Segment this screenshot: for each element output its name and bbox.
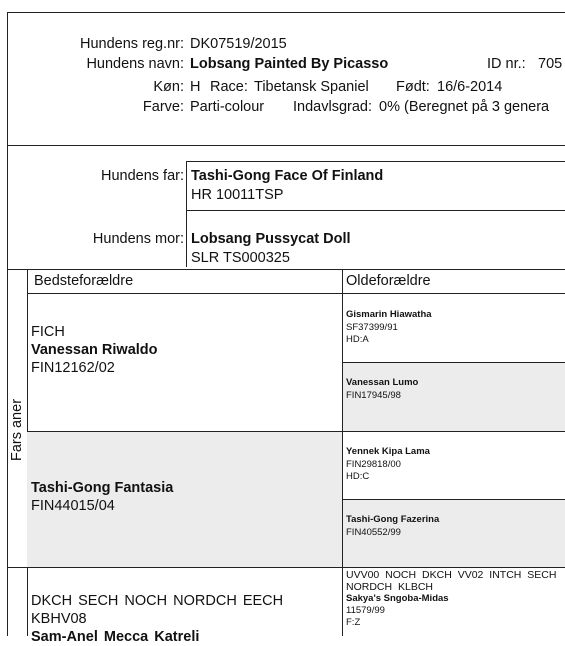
mother-reg: SLR TS000325 — [191, 250, 290, 266]
greatgrandparent-5-title2: NORDCH KLBCH — [346, 581, 434, 593]
grandparent-1 — [31, 323, 158, 377]
greatgrandparent-3-name: Yennek Kipa Lama — [346, 446, 430, 457]
born-label: Født: — [396, 79, 430, 95]
greatgrandparent-4-name: Tashi-Gong Fazerina — [346, 514, 440, 525]
grandparent-1-title: FICH — [31, 324, 65, 340]
sex-value: H — [190, 79, 201, 95]
inbreeding-value: 0% (Beregnet på 3 genera — [379, 99, 550, 115]
grandparent-3-title1: DKCH SECH NOCH NORDCH EECH — [31, 593, 284, 609]
grandparent-2-reg: FIN44015/04 — [31, 498, 115, 514]
born-value: 16/6-2014 — [437, 79, 503, 95]
greatgrandparent-5 — [346, 569, 556, 629]
greatgrandparent-5-name: Sakya's Sngoba-Midas — [346, 593, 449, 604]
greatgrandparent-2-reg: FIN17945/98 — [346, 389, 401, 401]
row-line-4 — [7, 567, 565, 568]
pedigree-top — [7, 269, 565, 270]
row-line-2 — [27, 431, 565, 432]
color-value: Parti-colour — [190, 99, 265, 115]
grandparent-1-name: Vanessan Riwaldo — [31, 342, 158, 358]
color-label: Farve: — [142, 99, 184, 115]
father-name: Tashi-Gong Face Of Finland — [191, 168, 384, 184]
col-header-greatgrandparents: Oldeforældre — [346, 273, 431, 289]
col-header-bottom — [27, 293, 565, 294]
name-label: Hundens navn: — [86, 56, 184, 72]
column-divider — [342, 269, 343, 636]
id-value: 705 — [538, 56, 563, 72]
parents-box-left — [186, 161, 187, 267]
mother-label: Hundens mor: — [92, 231, 184, 247]
name-value: Lobsang Painted By Picasso — [190, 56, 389, 72]
row-line-1 — [342, 362, 565, 363]
father-box-top — [186, 161, 565, 162]
grandparent-2 — [31, 479, 173, 515]
greatgrandparent-3-hd: HD:C — [346, 471, 370, 482]
side-label-fars-aner: Fars aner — [9, 398, 25, 462]
id-label: ID nr.: — [487, 56, 526, 72]
greatgrandparent-5-title1: UVV00 NOCH DKCH VV02 INTCH SECH — [346, 569, 557, 581]
greatgrandparent-5-reg: 11579/99 — [346, 605, 385, 616]
col-header-grandparents: Bedsteforældre — [34, 273, 134, 289]
header-divider — [7, 145, 565, 146]
inbreeding-label: Indavlsgrad: — [293, 99, 372, 115]
greatgrandparent-1 — [346, 309, 432, 347]
grandparent-3-title2: KBHV08 — [31, 611, 87, 627]
grandparent-1-reg: FIN12162/02 — [31, 360, 115, 376]
greatgrandparent-4-reg: FIN40552/99 — [346, 526, 401, 538]
greatgrandparent-4 — [346, 514, 439, 539]
father-label: Hundens far: — [100, 168, 184, 184]
greatgrandparent-2-name: Vanessan Lumo — [346, 377, 419, 388]
reg-value: DK07519/2015 — [190, 36, 287, 52]
left-border — [7, 12, 8, 636]
grandparent-3-name: Sam-Anel Mecca Katreli — [31, 629, 200, 645]
greatgrandparent-1-name: Gismarin Hiawatha — [346, 309, 432, 320]
greatgrandparent-3 — [346, 446, 430, 484]
greatgrandparent-1-reg: SF37399/91 — [346, 321, 398, 333]
grandparent-3 — [31, 592, 283, 646]
father-reg: HR 10011TSP — [191, 187, 284, 203]
sex-label: Køn: — [153, 79, 184, 95]
grandparent-2-name: Tashi-Gong Fantasia — [31, 480, 174, 496]
top-border — [7, 12, 565, 13]
race-label: Race: — [210, 79, 248, 95]
father-box-bottom — [186, 210, 565, 211]
greatgrandparent-2 — [346, 377, 418, 402]
greatgrandparent-5-hd: F:Z — [346, 617, 361, 628]
reg-label: Hundens reg.nr: — [80, 36, 184, 52]
row-line-3 — [342, 499, 565, 500]
mother-name: Lobsang Pussycat Doll — [191, 231, 351, 247]
race-value: Tibetansk Spaniel — [254, 79, 369, 95]
greatgrandparent-3-reg: FIN29818/00 — [346, 458, 401, 470]
greatgrandparent-1-hd: HD:A — [346, 334, 369, 345]
